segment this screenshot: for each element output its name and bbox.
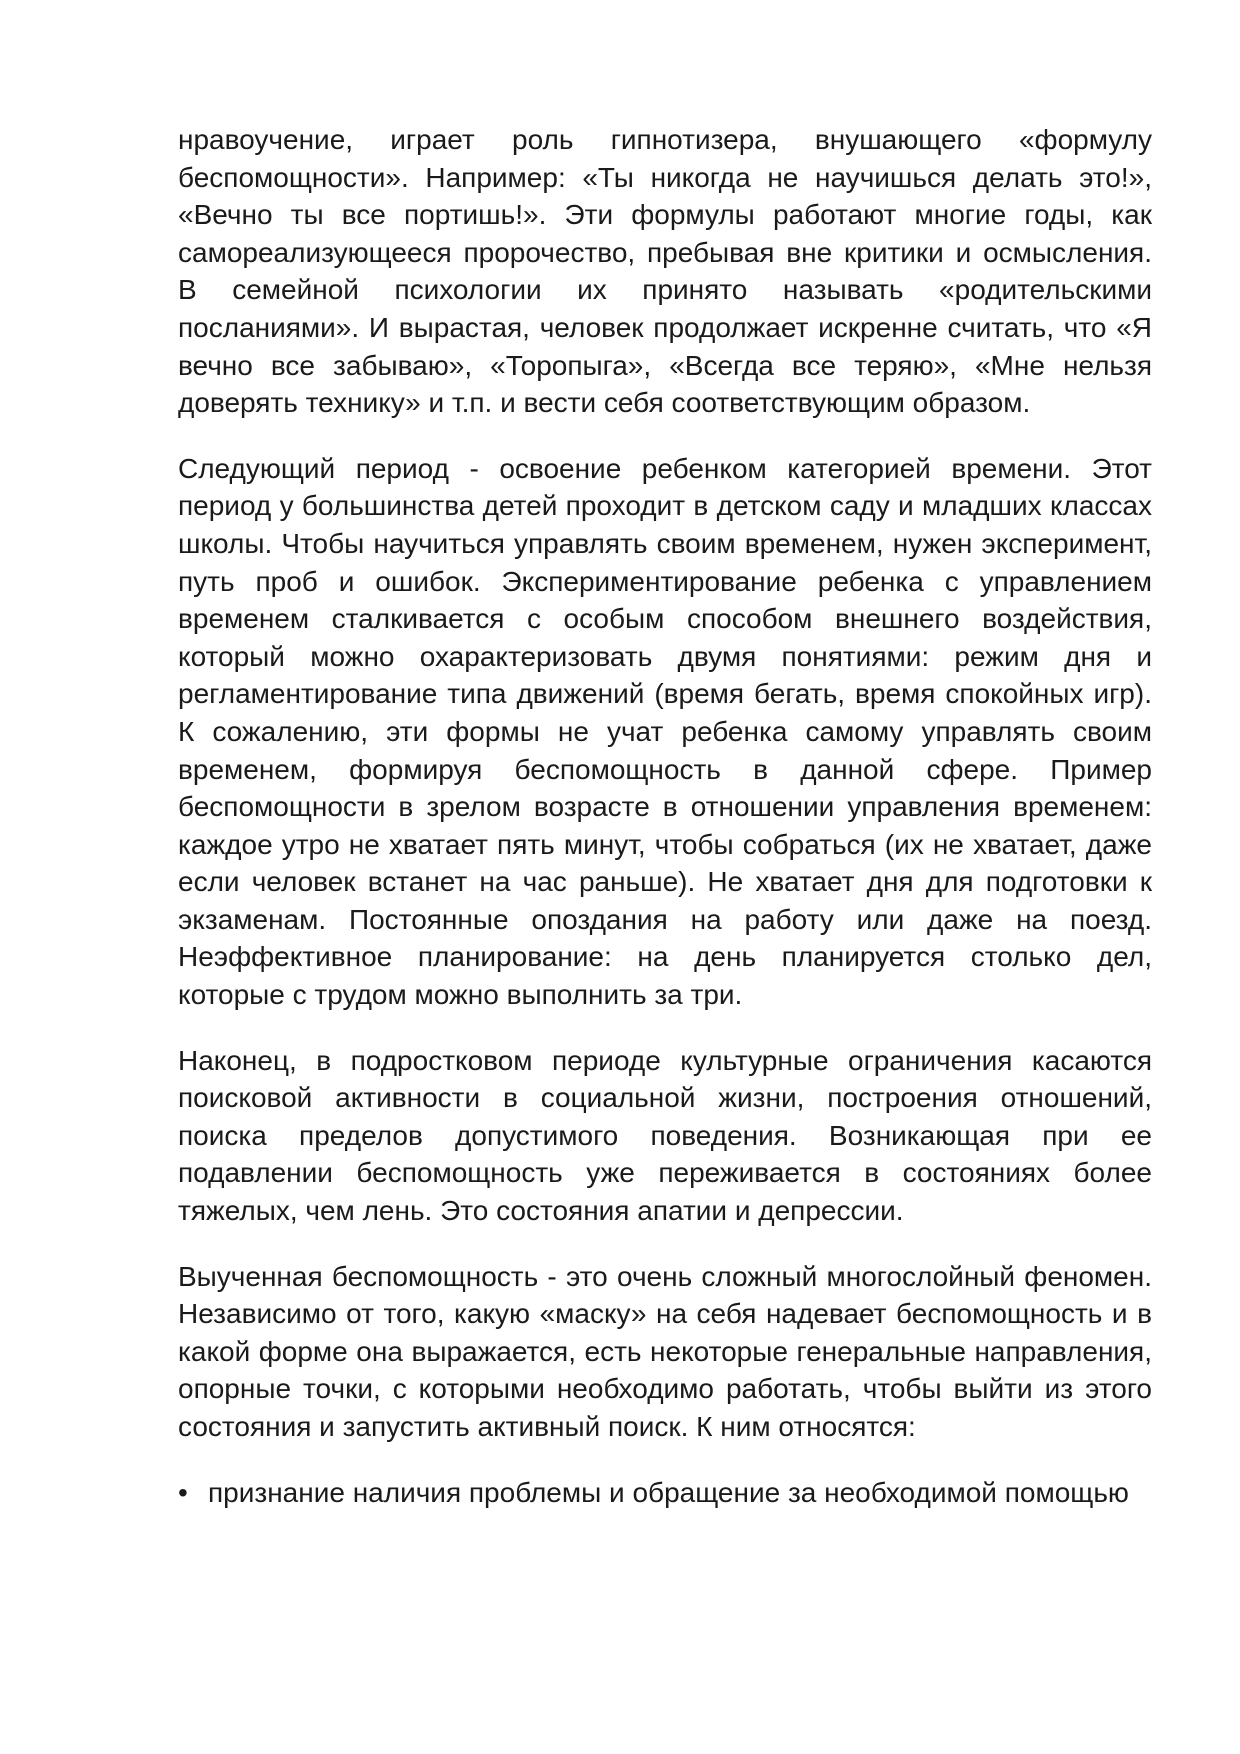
paragraph: Следующий период - освоение ребенком категорией времени. Этот период у большинства детей проходит в детском саду и младших классах школы. Чтобы научиться управлять своим временем, нужен эксперимент, путь проб и ошибок. Экспериментирование ребенка с управлением временем сталкивается с особым способом внешнего воздействия, который можно охарактеризовать двумя понятиями: режим дня и регламентирование типа движений (время бегать, время спокойных игр). К сожалению, эти формы не учат ребенка самому управлять своим временем, формируя беспомощность в данной сфере. Пример беспомощности в зрелом возрасте в отношении управления временем: каждое утро не хватает пять минут, чтобы собраться (их не хватает, даже если человек встанет на час раньше). Не хватает дня для подготовки к экзаменам. Постоянные опоздания на работу или даже на поезд. Неэффективное планирование: на день планируется столько дел, которые с трудом можно выполнить за три. — [178, 452, 1152, 1011]
paragraph: Наконец, в подростковом периоде культурные ограничения касаются поисковой активности в социальной жизни, построения отношений, поиска пределов допустимого поведения. Возникающая при ее подавлении беспомощность уже переживается в состояниях более тяжелых, чем лень. Это состояния апатии и депрессии. — [178, 1044, 1152, 1227]
paragraph: Выученная беспомощность - это очень сложный многослойный феномен. Независимо от того, какую «маску» на себя надевает беспомощность и в какой форме она выражается, есть некоторые генеральные направления, опорные точки, с которыми необходимо работать, чтобы выйти из этого состояния и запустить активный поиск. К ним относятся: — [178, 1260, 1152, 1442]
list-item — [178, 1474, 1152, 1512]
document-page — [178, 121, 1152, 1511]
paragraph: нравоучение, играет роль гипнотизера, внушающего «формулу беспомощности». Например: «Ты никогда не научишься делать это!», «Вечно ты все портишь!». Эти формулы работают многие годы, как самореализующееся пророчество, пребывая вне критики и осмысления. В семейной психологии их принято называть «родительскими посланиями». И вырастая, человек продолжает искренне считать, что «Я вечно все забываю», «Торопыга», «Всегда все теряю», «Мне нельзя доверять технику» и т.п. и вести себя соответствующим образом. — [178, 124, 1152, 419]
list-item-text: признание наличия проблемы и обращение за необходимой помощью — [208, 1476, 1129, 1508]
bullet-icon: • — [178, 1476, 188, 1508]
bullet-list — [178, 1474, 1152, 1512]
